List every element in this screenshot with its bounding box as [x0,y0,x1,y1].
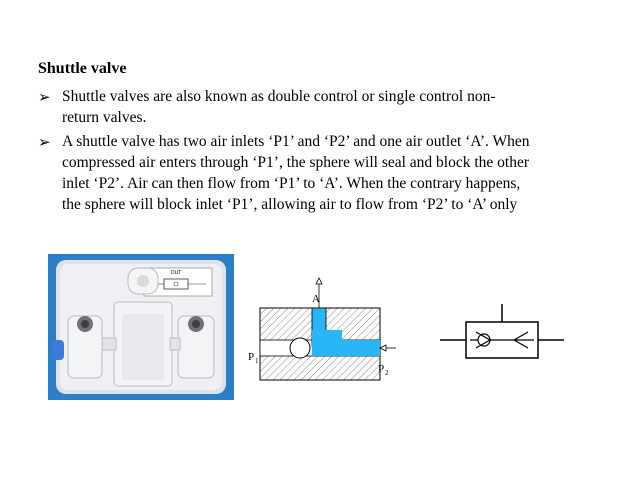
inlet-label-p1-subscript: 1 [255,357,259,365]
shuttle-valve-symbol [440,304,564,376]
shuttle-valve-section-diagram [246,272,406,382]
inlet-label-p2: P [378,363,385,375]
arrow-bullet-icon: ➢ [38,133,51,151]
bullet-2-line-2: compressed air enters through ‘P1’, the sphere will seal and block the other [62,154,530,171]
shuttle-valve-photo [48,254,234,400]
inlet-label-p1: P [248,351,255,363]
bullet-1-line-1: Shuttle valves are also known as double control or single control non- [62,88,496,105]
bullet-2-line-3: inlet ‘P2’. Air can then flow from ‘P1’ to ‘A’. When the contrary happens, [62,175,521,192]
bullet-2-line-4: the sphere will block inlet ‘P1’, allowing air to flow from ‘P2’ to ‘A’ only [62,196,518,213]
bullet-2-line-1: A shuttle valve has two air inlets ‘P1’ and ‘P2’ and one air outlet ‘A’. When [62,133,530,150]
inlet-label-p2-subscript: 2 [385,369,389,377]
arrow-bullet-icon: ➢ [38,88,51,106]
outlet-label-a: A [312,293,320,305]
slide-title: Shuttle valve [38,60,127,77]
bullet-1-line-2: return valves. [62,109,147,126]
photo-label-text: OUT [170,270,182,276]
